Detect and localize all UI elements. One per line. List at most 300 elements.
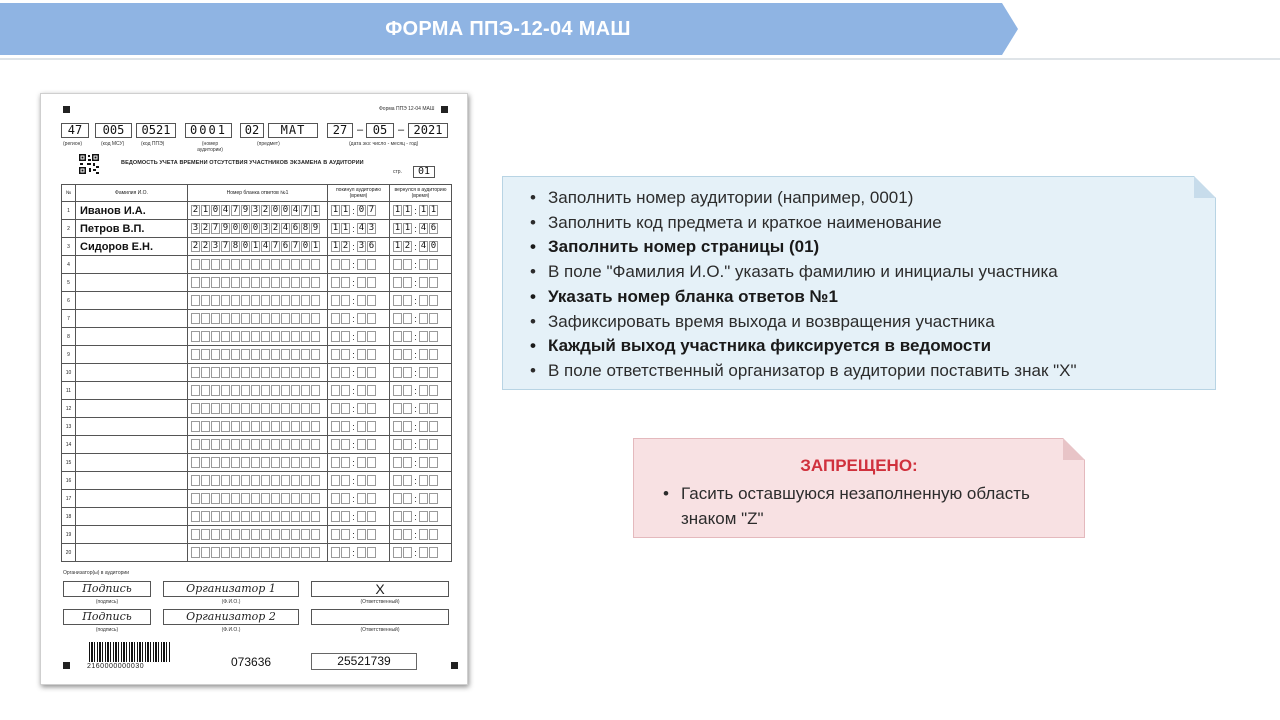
minute-cell: 1 <box>420 205 427 215</box>
return-time <box>390 310 452 328</box>
row-number: 19 <box>62 526 76 544</box>
time-colon: : <box>352 205 355 216</box>
digit-cell <box>221 313 230 324</box>
instruction-item: • Зафиксировать время выхода и возвращения участника <box>530 310 1077 335</box>
digit-cell <box>291 403 300 414</box>
digit-cell <box>251 313 260 324</box>
minute-cell <box>367 349 376 360</box>
digit-cell <box>261 421 270 432</box>
participant-name <box>76 490 188 508</box>
hour-cell <box>393 349 402 360</box>
minute-cell <box>357 349 366 360</box>
digit-cell <box>261 511 270 522</box>
hour-cell <box>393 367 402 378</box>
digit-cell <box>221 457 230 468</box>
digit-cell <box>211 421 220 432</box>
time-colon: : <box>352 259 355 270</box>
minute-cell <box>367 385 376 396</box>
digit-cell <box>211 439 220 450</box>
subject-name: МАТ <box>268 123 318 138</box>
table-row <box>62 292 452 310</box>
time-colon: : <box>414 403 417 414</box>
digit-cell <box>261 475 270 486</box>
col-name: Фамилия И.О. <box>76 185 188 202</box>
return-time <box>390 328 452 346</box>
time-colon: : <box>414 205 417 216</box>
minute-cell <box>357 331 366 342</box>
hour-cell <box>331 349 340 360</box>
digit-cell <box>301 295 310 306</box>
hour-cell <box>331 385 340 396</box>
minute-cell <box>357 475 366 486</box>
minute-cell: 0 <box>430 241 437 251</box>
hour-cell <box>393 331 402 342</box>
answer-blank-number <box>188 202 328 220</box>
date-separator: – <box>398 124 405 136</box>
corner-marker <box>451 662 458 669</box>
col-blank: Номер бланка ответов №1 <box>188 185 328 202</box>
left-time <box>328 400 390 418</box>
minute-cell <box>429 529 438 540</box>
participant-name <box>76 364 188 382</box>
digit-cell <box>191 349 200 360</box>
hour-cell <box>341 403 350 414</box>
time-colon: : <box>352 403 355 414</box>
row-number: 14 <box>62 436 76 454</box>
time-colon: : <box>352 223 355 234</box>
digit-cell: 2 <box>272 223 279 233</box>
digit-cell <box>211 349 220 360</box>
hour-cell <box>403 295 412 306</box>
answer-blank-number <box>188 238 328 256</box>
return-time <box>390 382 452 400</box>
digit-cell <box>211 511 220 522</box>
digit-cell <box>281 475 290 486</box>
hour-cell <box>331 457 340 468</box>
minute-cell <box>429 385 438 396</box>
minute-cell: 4 <box>420 241 427 251</box>
digit-cell <box>201 385 210 396</box>
row-number: 20 <box>62 544 76 562</box>
minute-cell <box>357 403 366 414</box>
minute-cell <box>429 511 438 522</box>
digit-cell <box>281 511 290 522</box>
instruction-item: • Каждый выход участника фиксируется в ведомости <box>530 334 1077 359</box>
digit-cell <box>261 313 270 324</box>
digit-cell: 7 <box>302 205 309 215</box>
time-colon: : <box>352 331 355 342</box>
time-colon: : <box>414 259 417 270</box>
digit-cell <box>191 403 200 414</box>
hour-cell: 2 <box>342 241 349 251</box>
digit-cell: 0 <box>272 205 279 215</box>
hour-cell: 1 <box>394 241 401 251</box>
digit-cell <box>301 349 310 360</box>
time-colon: : <box>352 385 355 396</box>
digit-cell <box>301 367 310 378</box>
folded-corner <box>1194 176 1216 198</box>
digit-cell <box>211 367 220 378</box>
date-caption: (дата экз: число - месяц - год) <box>349 141 419 147</box>
sheet-title: ВЕДОМОСТЬ УЧЕТА ВРЕМЕНИ ОТСУТСТВИЯ УЧАСТНИКОВ ЭКЗАМЕНА В АУДИТОРИИ <box>121 160 364 166</box>
digit-cell <box>191 313 200 324</box>
answer-blank-number <box>188 220 328 238</box>
hour-cell <box>341 331 350 342</box>
time-colon: : <box>414 367 417 378</box>
digit-cell <box>191 529 200 540</box>
table-row <box>62 526 452 544</box>
table-row <box>62 418 452 436</box>
hour-cell <box>331 529 340 540</box>
digit-cell <box>311 367 320 378</box>
digit-cell <box>271 475 280 486</box>
digit-cell <box>311 349 320 360</box>
minute-cell <box>367 439 376 450</box>
digit-cell <box>301 475 310 486</box>
hour-cell <box>341 295 350 306</box>
digit-cell <box>231 529 240 540</box>
digit-cell <box>221 367 230 378</box>
digit-cell <box>301 421 310 432</box>
digit-cell <box>301 493 310 504</box>
row-number: 12 <box>62 400 76 418</box>
left-time <box>328 472 390 490</box>
date-month: 05 <box>366 123 394 138</box>
participant-name <box>76 328 188 346</box>
time-colon: : <box>352 313 355 324</box>
left-time <box>328 418 390 436</box>
organizers-label: Организатор(ы) в аудитории <box>63 570 129 576</box>
digit-cell <box>311 547 320 558</box>
digit-cell <box>251 457 260 468</box>
digit-cell <box>201 313 210 324</box>
left-time <box>328 310 390 328</box>
digit-cell <box>311 475 320 486</box>
digit-cell <box>311 277 320 288</box>
corner-marker <box>63 106 70 113</box>
hour-cell <box>393 259 402 270</box>
return-time <box>390 220 452 238</box>
return-time <box>390 256 452 274</box>
row-number: 11 <box>62 382 76 400</box>
minute-cell <box>419 385 428 396</box>
digit-cell <box>261 439 270 450</box>
digit-cell: 2 <box>192 241 199 251</box>
instruction-item: • Заполнить код предмета и краткое наименование <box>530 211 1077 236</box>
digit-cell <box>251 277 260 288</box>
participant-name <box>76 310 188 328</box>
minute-cell <box>419 349 428 360</box>
digit-cell: 7 <box>232 205 239 215</box>
left-time <box>328 274 390 292</box>
name-caption: (Ф.И.О.) <box>221 599 241 605</box>
digit-cell <box>191 475 200 486</box>
hour-cell <box>403 457 412 468</box>
return-time <box>390 472 452 490</box>
instruction-item: • В поле "Фамилия И.О." указать фамилию и инициалы участника <box>530 260 1077 285</box>
minute-cell <box>367 403 376 414</box>
digit-cell <box>301 511 310 522</box>
return-time <box>390 346 452 364</box>
digit-cell: 0 <box>232 223 239 233</box>
digit-cell: 9 <box>222 223 229 233</box>
hour-cell: 1 <box>342 223 349 233</box>
minute-cell <box>419 547 428 558</box>
return-time <box>390 364 452 382</box>
digit-cell <box>261 547 270 558</box>
qr-code-icon <box>79 154 99 174</box>
return-time <box>390 544 452 562</box>
minute-cell <box>429 277 438 288</box>
minute-cell <box>357 457 366 468</box>
digit-cell <box>241 385 250 396</box>
ppe-caption: (код ППЭ) <box>141 141 165 147</box>
col-returned: вернулся в аудиторию (время) <box>390 185 452 202</box>
digit-cell: 4 <box>222 205 229 215</box>
hour-cell <box>393 385 402 396</box>
digit-cell <box>291 493 300 504</box>
minute-cell: 6 <box>430 223 437 233</box>
hour-cell <box>393 511 402 522</box>
digit-cell <box>281 385 290 396</box>
table-row <box>62 544 452 562</box>
participant-name: Сидоров Е.Н. <box>76 238 188 256</box>
minute-cell: 7 <box>368 205 375 215</box>
digit-cell <box>291 295 300 306</box>
digit-cell <box>291 367 300 378</box>
row-number: 2 <box>62 220 76 238</box>
digit-cell <box>241 367 250 378</box>
digit-cell <box>311 421 320 432</box>
digit-cell <box>201 475 210 486</box>
row-number: 15 <box>62 454 76 472</box>
region-code: 47 <box>61 123 89 138</box>
digit-cell <box>271 385 280 396</box>
name-caption: (Ф.И.О.) <box>221 627 241 633</box>
forbidden-item: • Гасить оставшуюся незаполненную область знаком "Z" <box>663 482 1073 531</box>
hour-cell <box>341 475 350 486</box>
digit-cell <box>301 529 310 540</box>
hour-cell <box>393 277 402 288</box>
responsible-empty <box>311 609 449 625</box>
time-colon: : <box>414 241 417 252</box>
digit-cell <box>221 475 230 486</box>
hour-cell <box>403 331 412 342</box>
digit-cell <box>231 331 240 342</box>
participant-name <box>76 454 188 472</box>
digit-cell <box>251 331 260 342</box>
time-colon: : <box>414 493 417 504</box>
hour-cell <box>403 511 412 522</box>
row-number: 4 <box>62 256 76 274</box>
digit-cell <box>211 529 220 540</box>
digit-cell <box>291 313 300 324</box>
digit-cell <box>231 439 240 450</box>
digit-cell <box>191 385 200 396</box>
hour-cell: 1 <box>404 223 411 233</box>
hour-cell <box>403 349 412 360</box>
digit-cell <box>271 403 280 414</box>
minute-cell <box>357 313 366 324</box>
digit-cell <box>261 331 270 342</box>
minute-cell: 3 <box>358 241 365 251</box>
hour-cell <box>341 511 350 522</box>
digit-cell <box>311 313 320 324</box>
answer-blank-number <box>188 472 328 490</box>
table-row <box>62 382 452 400</box>
auditorium-caption: (номер аудитории) <box>197 141 223 153</box>
digit-cell: 0 <box>302 241 309 251</box>
left-time <box>328 454 390 472</box>
minute-cell <box>429 493 438 504</box>
minute-cell: 1 <box>430 205 437 215</box>
digit-cell <box>291 421 300 432</box>
header-divider <box>0 58 1280 60</box>
minute-cell <box>367 331 376 342</box>
hour-cell <box>403 313 412 324</box>
answer-blank-number <box>188 454 328 472</box>
time-colon: : <box>352 493 355 504</box>
digit-cell <box>191 259 200 270</box>
digit-cell <box>221 529 230 540</box>
minute-cell: 4 <box>358 223 365 233</box>
digit-cell <box>221 277 230 288</box>
hour-cell <box>331 511 340 522</box>
digit-cell <box>201 493 210 504</box>
digit-cell <box>221 511 230 522</box>
digit-cell: 1 <box>252 241 259 251</box>
digit-cell <box>311 439 320 450</box>
digit-cell <box>251 475 260 486</box>
time-colon: : <box>414 547 417 558</box>
digit-cell <box>221 547 230 558</box>
digit-cell <box>281 421 290 432</box>
digit-cell <box>241 421 250 432</box>
responsible-mark: X <box>311 581 449 597</box>
participant-name <box>76 292 188 310</box>
hour-cell <box>341 547 350 558</box>
digit-cell: 3 <box>262 223 269 233</box>
time-colon: : <box>414 511 417 522</box>
time-colon: : <box>414 529 417 540</box>
digit-cell <box>271 511 280 522</box>
left-time <box>328 544 390 562</box>
digit-cell <box>241 403 250 414</box>
time-colon: : <box>414 421 417 432</box>
participant-name <box>76 418 188 436</box>
digit-cell <box>221 349 230 360</box>
digit-cell <box>251 493 260 504</box>
digit-cell <box>201 421 210 432</box>
digit-cell <box>191 511 200 522</box>
digit-cell <box>301 277 310 288</box>
instruction-item: • Указать номер бланка ответов №1 <box>530 285 1077 310</box>
participant-name <box>76 544 188 562</box>
digit-cell <box>221 331 230 342</box>
digit-cell <box>311 511 320 522</box>
table-row <box>62 508 452 526</box>
digit-cell <box>271 349 280 360</box>
digit-cell: 0 <box>242 223 249 233</box>
corner-marker <box>63 662 70 669</box>
minute-cell <box>367 547 376 558</box>
digit-cell <box>191 547 200 558</box>
minute-cell <box>419 421 428 432</box>
digit-cell <box>231 385 240 396</box>
digit-cell <box>311 493 320 504</box>
hour-cell: 1 <box>332 205 339 215</box>
time-colon: : <box>352 457 355 468</box>
table-row <box>62 220 452 238</box>
return-time <box>390 238 452 256</box>
table-row <box>62 490 452 508</box>
page-label: стр. <box>393 169 402 175</box>
digit-cell <box>281 439 290 450</box>
answer-blank-number <box>188 436 328 454</box>
digit-cell <box>191 367 200 378</box>
digit-cell <box>301 547 310 558</box>
digit-cell: 0 <box>242 241 249 251</box>
digit-cell <box>301 457 310 468</box>
hour-cell: 2 <box>404 241 411 251</box>
digit-cell <box>301 385 310 396</box>
time-colon: : <box>414 331 417 342</box>
answer-blank-number <box>188 310 328 328</box>
subject-code: 02 <box>240 123 264 138</box>
digit-cell <box>271 367 280 378</box>
minute-cell <box>357 529 366 540</box>
hour-cell <box>403 259 412 270</box>
hour-cell <box>341 349 350 360</box>
digit-cell <box>291 547 300 558</box>
digit-cell <box>221 385 230 396</box>
row-number: 18 <box>62 508 76 526</box>
table-row <box>62 364 452 382</box>
row-number: 17 <box>62 490 76 508</box>
digit-cell <box>201 295 210 306</box>
table-row <box>62 256 452 274</box>
forbidden-title: ЗАПРЕЩЕНО: <box>800 456 918 475</box>
minute-cell <box>419 529 428 540</box>
corner-marker <box>441 106 448 113</box>
digit-cell <box>311 403 320 414</box>
left-time <box>328 508 390 526</box>
forbidden-note <box>633 438 1089 543</box>
page-title: ФОРМА ППЭ-12-04 МАШ <box>385 18 631 40</box>
left-time <box>328 292 390 310</box>
digit-cell <box>211 385 220 396</box>
table-row <box>62 400 452 418</box>
row-number: 13 <box>62 418 76 436</box>
table-row <box>62 328 452 346</box>
hour-cell <box>331 295 340 306</box>
digit-cell <box>231 313 240 324</box>
digit-cell <box>201 547 210 558</box>
hour-cell <box>331 277 340 288</box>
hour-cell <box>403 277 412 288</box>
digit-cell <box>221 259 230 270</box>
minute-cell <box>419 277 428 288</box>
digit-cell <box>291 259 300 270</box>
hour-cell <box>403 493 412 504</box>
minute-cell <box>367 475 376 486</box>
digit-cell <box>271 529 280 540</box>
minute-cell: 6 <box>368 241 375 251</box>
digit-cell <box>251 385 260 396</box>
digit-cell <box>281 331 290 342</box>
form-code: 25521739 <box>311 653 417 670</box>
digit-cell <box>281 313 290 324</box>
